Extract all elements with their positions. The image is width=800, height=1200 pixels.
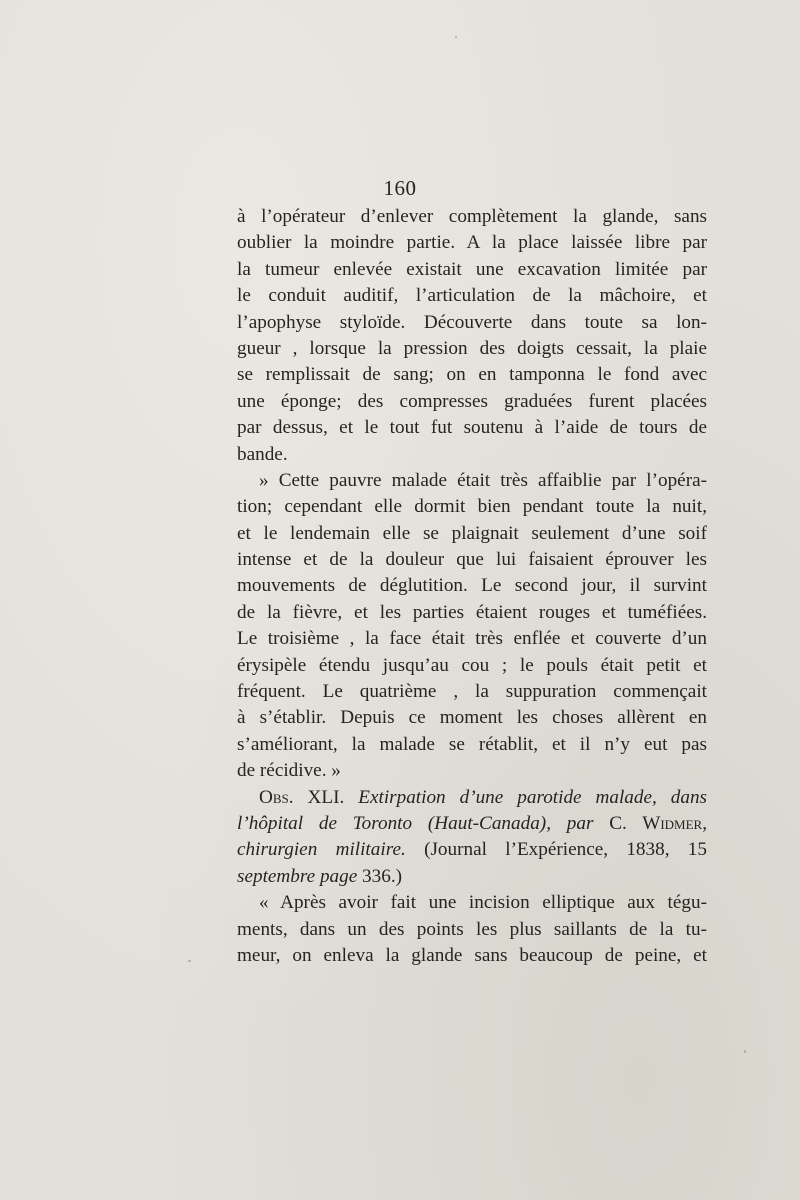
text-line: bande. <box>237 443 288 465</box>
quote-line: « Après avoir fait une incision elliptique aux tégu- <box>259 892 707 914</box>
text-line: oublier la moindre partie. A la place laissée libre par <box>237 232 707 254</box>
text-line: à s’établir. Depuis ce moment les choses allèrent en <box>237 707 707 729</box>
text-line: une éponge; des compresses graduées furent placées <box>237 390 707 412</box>
paper-speck <box>744 1050 746 1053</box>
observation-heading-line <box>237 785 707 811</box>
text-line: intense et de la douleur que lui faisaient éprouver les <box>237 549 707 571</box>
observation-reference-date: septembre page <box>237 865 358 887</box>
quote-line: meur, on enleva la glande sans beaucoup de peine, et <box>237 944 707 966</box>
text-line: de la fièvre, et les parties étaient rouges et tuméfiées. <box>237 601 707 623</box>
observation-heading-line <box>237 811 707 837</box>
observation-author-role: chirurgien militaire. <box>237 839 406 861</box>
observation-author: C. Widmer, <box>609 812 707 834</box>
text-line: de récidive. » <box>237 760 341 782</box>
text-line: érysipèle étendu jusqu’au cou ; le pouls était petit et <box>237 654 707 676</box>
body-text <box>237 204 707 969</box>
observation-place: (Haut-Canada), <box>427 812 551 834</box>
text-line: Le troisième , la face était très enflée et couverte d’un <box>237 628 707 650</box>
observation-heading-line <box>237 864 707 890</box>
observation-by: par <box>566 812 594 834</box>
observation-title: Extirpation d’une parotide malade, dans <box>358 786 707 808</box>
page-number: 160 <box>383 176 417 200</box>
text-line: mouvements de déglutition. Le second jour, il survint <box>237 575 707 597</box>
observation-heading-line <box>237 837 707 863</box>
text-line: tion; cependant elle dormit bien pendant toute la nuit, <box>237 496 707 518</box>
observation-reference: (Journal l’Expérience, 1838, 15 <box>424 839 707 861</box>
text-line: l’apophyse styloïde. Découverte dans toute sa lon- <box>237 311 707 333</box>
text-line: par dessus, et le tout fut soutenu à l’aide de tours de <box>237 417 707 439</box>
text-line: s’améliorant, la malade se rétablit, et il n’y eut pas <box>237 733 707 755</box>
text-line: la tumeur enlevée existait une excavation limitée par <box>237 258 707 280</box>
text-line: » Cette pauvre malade était très affaiblie par l’opéra- <box>259 469 707 491</box>
text-line: et le lendemain elle se plaignait seulement d’une soif <box>237 522 707 544</box>
text-line: le conduit auditif, l’articulation de la mâchoire, et <box>237 285 707 307</box>
paper-speck <box>455 36 457 38</box>
observation-reference-page: 336.) <box>362 865 403 887</box>
observation-title: l’hôpital de Toronto <box>237 812 413 834</box>
paper-speck <box>188 960 191 962</box>
text-line: gueur , lorsque la pression des doigts cessait, la plaie <box>237 337 707 359</box>
observation-label: Obs. XLI. <box>259 786 345 808</box>
text-line: fréquent. Le quatrième , la suppuration commençait <box>237 681 707 703</box>
text-line: se remplissait de sang; on en tamponna le fond avec <box>237 364 707 386</box>
quote-line: ments, dans un des points les plus saillants de la tu- <box>237 918 707 940</box>
text-line: à l’opérateur d’enlever complètement la glande, sans <box>237 206 707 227</box>
